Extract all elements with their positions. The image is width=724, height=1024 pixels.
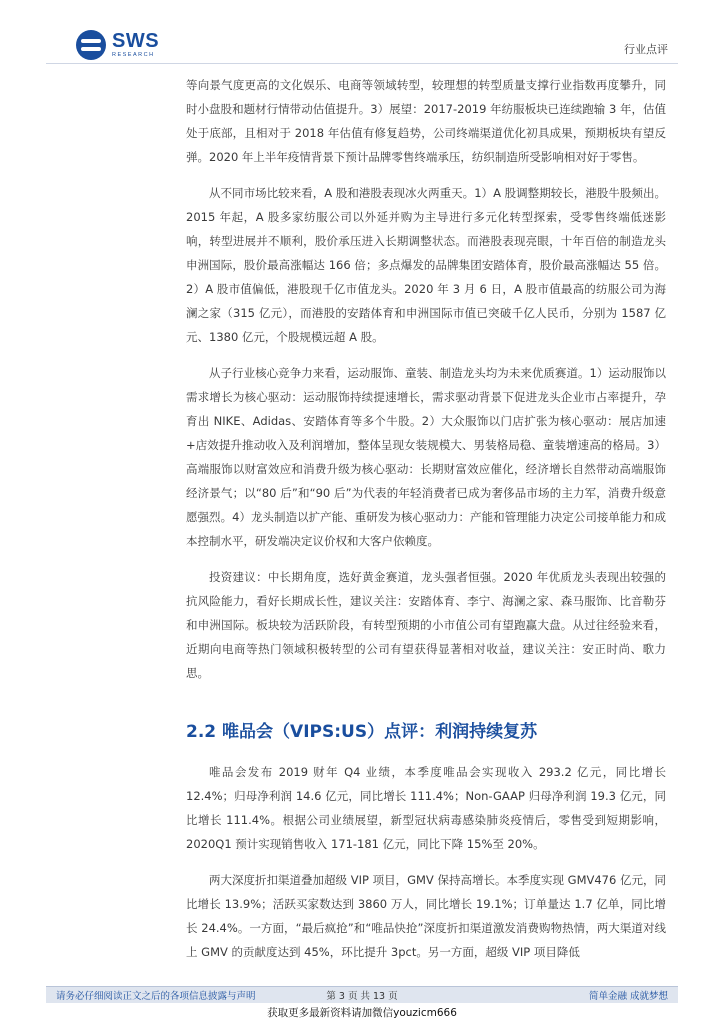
footer-slogan: 简单金融 成就梦想: [588, 991, 668, 1002]
footer-note: 获取更多最新资料请加微信youzicm666: [267, 1007, 457, 1019]
body-text: [186, 73, 666, 697]
paragraph-earnings: 唯品会发布 2019 财年 Q4 业绩，本季度唯品会实现收入 293.2 亿元，同比增长 12.4%；归母净利润 14.6 亿元，同比增长 111.4%；Non-GAAP 归母净利润 19.3 亿元，同比增长 111.4%。根据公司业绩展望，新型冠状病毒感染肺炎疫情后，零售受到短期影响，2020Q1 预计实现销售收入 171-181 亿元，同比下降 15%至 20%。: [186, 765, 666, 851]
paragraph-gmv: 两大深度折扣渠道叠加超级 VIP 项目，GMV 保持高增长。本季度实现 GMV476 亿元，同比增长 13.9%；活跃买家数达到 3860 万人，同比增长 19.1%；订单量达 1.7 亿单，同比增长 24.4%。一方面，“最后疯抢”和“唯品快抢”深度折扣渠道激发消费购物热情，两大渠道对线上 GMV 的贡献度达到 45%，环比提升 3pct。另一方面，超级 VIP 项目降低: [186, 873, 666, 959]
disclaimer-link[interactable]: 请务必仔细阅读正文之后的各项信息披露与声明: [56, 991, 256, 1002]
section-body: [186, 760, 666, 976]
paragraph-subsector: 从子行业核心竞争力来看，运动服饰、童装、制造龙头均为未来优质赛道。1）运动服饰以需求增长为核心驱动：运动服饰持续提速增长，需求驱动背景下促进龙头企业市占率提升，孕育出 NIKE、Adidas、安踏体育等多个牛股。2）大众服饰以门店扩张为核心驱动：展店加速+店效提升推动收入及利润增加，整体呈现女装规模大、男装格局稳、童装增速高的格局。3）高端服饰以财富效应和消费升级为核心驱动：长期财富效应催化，经济增长自然带动高端服饰经济景气；以“80 后”和“90 后”为代表的年轻消费者已成为奢侈品市场的主力军，消费升级意愿强烈。4）龙头制造以扩产能、重研发为核心驱动力：产能和管理能力决定公司接单能力和成本控制水平，研发端决定议价权和大客户依赖度。: [186, 366, 666, 548]
page-number: 第 3 页 共 13 页: [326, 991, 398, 1002]
section-tag: 行业点评: [624, 43, 668, 56]
logo-subtitle: RESEARCH: [112, 52, 155, 59]
paragraph-investment-advice: 投资建议：中长期角度，选好黄金赛道，龙头强者恒强。2020 年优质龙头表现出较强的抗风险能力，看好长期成长性，建议关注：安踏体育、李宁、海澜之家、森马服饰、比音勒芬和申洲国际。板块较为活跃阶段，有转型预期的小市值公司有望跑赢大盘。从过往经验来看，近期向电商等热门领域积极转型的公司有望获得显著相对收益，建议关注：安正时尚、歌力思。: [186, 570, 666, 680]
paragraph-outlook: 等向景气度更高的文化娱乐、电商等领域转型，较理想的转型质量支撑行业指数再度攀升，同时小盘股和题材行情带动估值提升。3）展望：2017-2019 年纺服板块已连续跑输 3 年，估值处于底部，且相对于 2018 年估值有修复趋势，公司终端渠道优化初具成果，预期板块有望反弹。2020 年上半年疫情背景下预计品牌零售终端承压，纺织制造所受影响相对好于零售。: [186, 78, 666, 164]
header-divider: [46, 63, 678, 64]
page-header: [0, 0, 724, 70]
logo-brand: SWS: [112, 30, 160, 53]
sws-logo-icon: [76, 30, 106, 60]
section-heading: 2.2 唯品会（VIPS:US）点评：利润持续复苏: [186, 722, 538, 742]
sws-logo: [76, 30, 159, 60]
paragraph-market-comparison: 从不同市场比较来看，A 股和港股表现冰火两重天。1）A 股调整期较长，港股牛股频出。2015 年起，A 股多家纺服公司以外延并购为主导进行多元化转型探索，受零售终端低迷影响，转型进展并不顺利，股价承压进入长期调整状态。而港股表现亮眼，十年百倍的制造龙头申洲国际，股价最高涨幅达 166 倍；多点爆发的品牌集团安踏体育，股价最高涨幅达 55 倍。2）A 股市值偏低，港股现千亿市值龙头。2020 年 3 月 6 日，A 股市值最高的纺服公司为海澜之家（315 亿元），而港股的安踏体育和申洲国际市值已突破千亿人民币，分别为 1587 亿元、1380 亿元，个股规模远超 A 股。: [186, 186, 666, 344]
